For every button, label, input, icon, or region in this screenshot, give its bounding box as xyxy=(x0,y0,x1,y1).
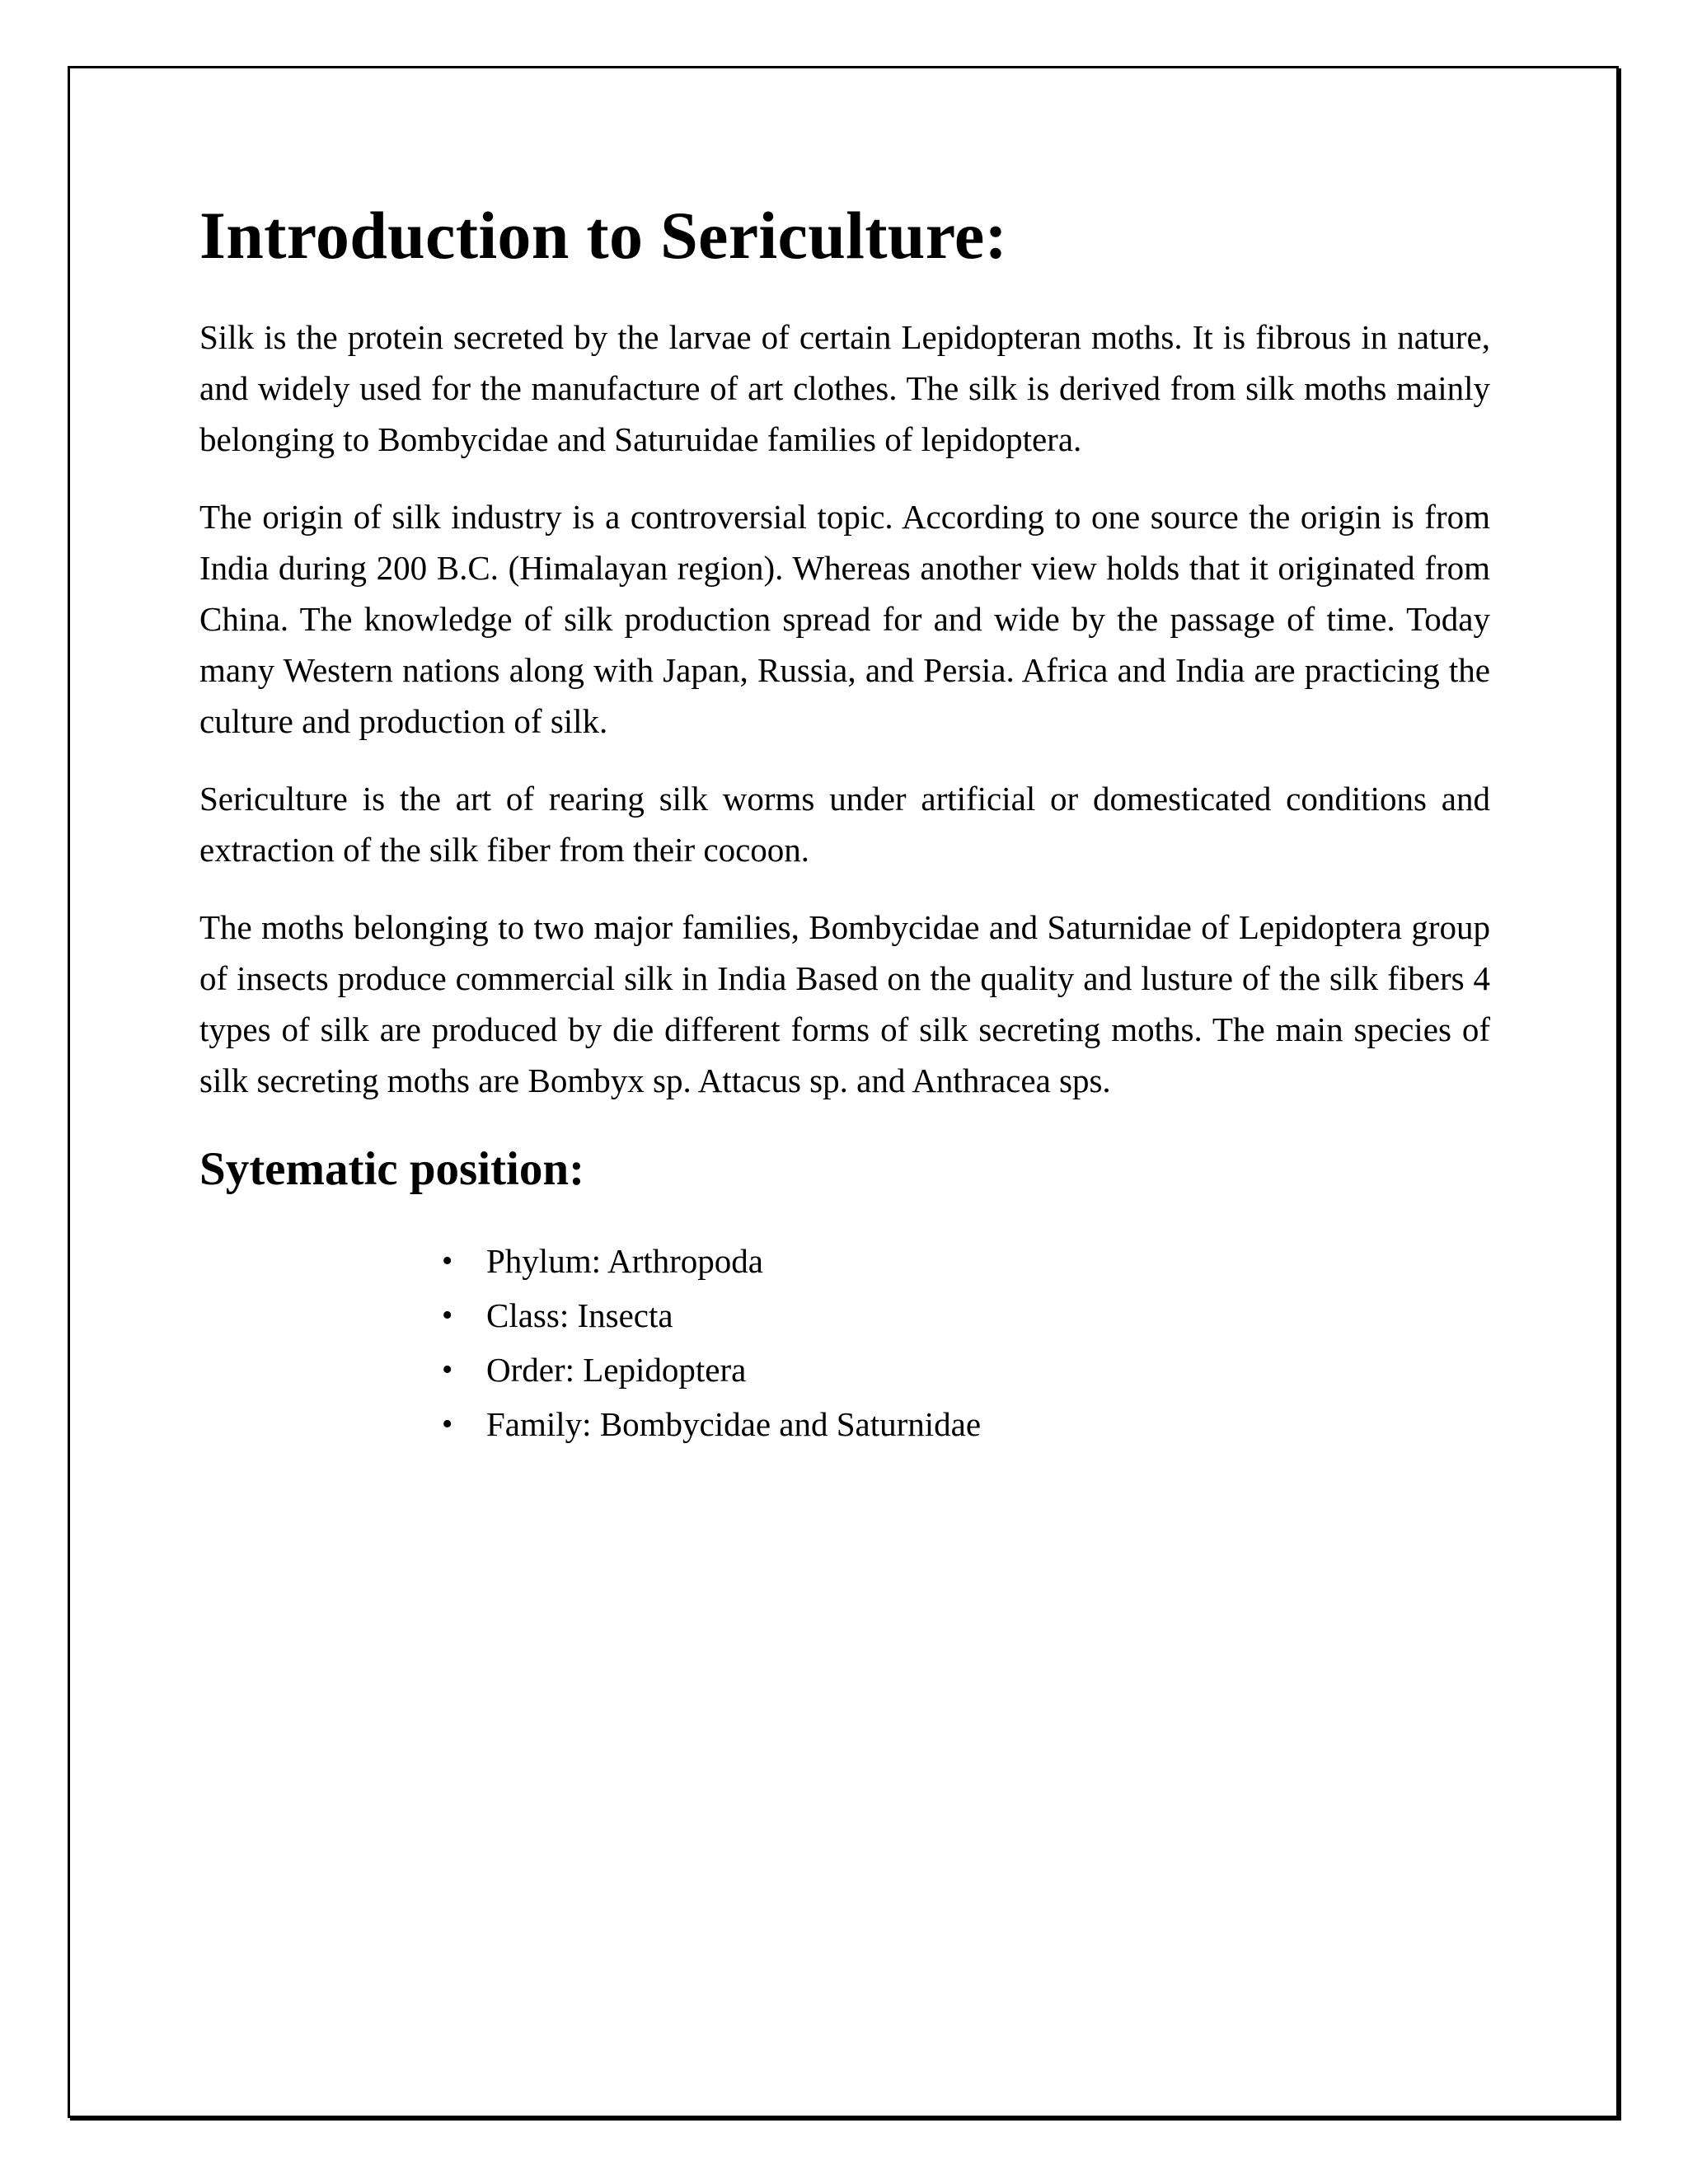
document-body xyxy=(199,198,1490,1451)
bullet-icon: • xyxy=(442,1352,453,1387)
list-item xyxy=(435,1397,1490,1451)
taxonomy-list xyxy=(199,1234,1490,1451)
list-item xyxy=(435,1343,1490,1397)
bullet-icon: • xyxy=(442,1243,453,1278)
bullet-icon: • xyxy=(442,1297,453,1333)
paragraph-silk-moths: The moths belonging to two major families, Bombycidae and Saturnidae of Lepidoptera group of insects produce commercial silk in India Based on the quality and lusture of the silk fibers 4 types of silk are produced by die different forms of silk secreting moths. The main species of silk secreting moths are Bombyx sp. Attacus sp. and Anthracea sps. xyxy=(199,907,1490,1099)
paragraph-silk-origin: The origin of silk industry is a controversial topic. According to one source the origin is from India during 200 B.C. (Himalayan region). Whereas another view holds that it originated from China. The knowledge of silk production spread for and wide by the passage of time. Today many Western nations along with Japan, Russia, and Persia. Africa and India are practicing the culture and production of silk. xyxy=(199,497,1490,740)
paragraph-silk-definition: Silk is the protein secreted by the larvae of certain Lepidopteran moths. It is fibrous in nature, and widely used for the manufacture of art clothes. The silk is derived from silk moths mainly belonging to Bombycidae and Saturuidae families of lepidoptera. xyxy=(199,317,1490,458)
page-title: Introduction to Sericulture: xyxy=(199,198,1008,273)
section-heading: Sytematic position: xyxy=(199,1142,585,1195)
bullet-icon: • xyxy=(442,1406,453,1441)
list-item-text: Order: Lepidoptera xyxy=(486,1350,747,1389)
paragraph-sericulture-definition: Sericulture is the art of rearing silk worms under artificial or domesticated conditions and extraction of the silk fiber from their cocoon. xyxy=(199,779,1490,869)
list-item-text: Class: Insecta xyxy=(486,1296,673,1334)
list-item xyxy=(435,1234,1490,1288)
list-item xyxy=(435,1288,1490,1343)
list-item-text: Phylum: Arthropoda xyxy=(486,1241,763,1280)
list-item-text: Family: Bombycidae and Saturnidae xyxy=(486,1404,982,1443)
